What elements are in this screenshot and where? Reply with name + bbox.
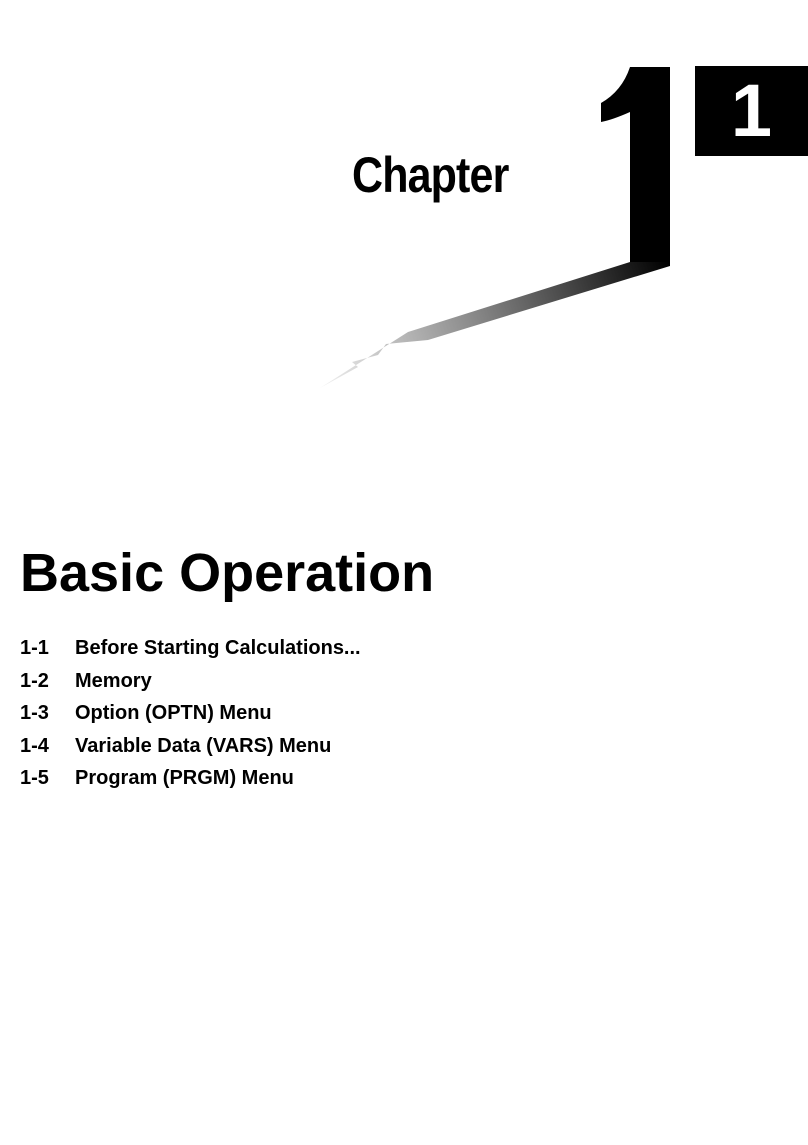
toc-item-label: Program (PRGM) Menu [75,767,294,789]
page-title: Basic Operation [20,543,435,603]
toc-item-number: 1-2 [20,669,49,692]
chapter-label: Chapter [352,147,509,203]
toc-item-number: 1-4 [20,734,49,757]
chapter-badge-number: 1 [730,69,773,152]
toc-item-label: Option (OPTN) Menu [75,702,272,724]
toc-item-number: 1-1 [20,637,49,659]
toc-item [20,701,361,734]
toc-item [20,669,361,702]
numeral-shadow [320,262,670,388]
table-of-contents [20,636,361,799]
toc-item [20,766,361,799]
big-numeral-one [601,67,670,262]
toc-item [20,734,361,767]
toc-item [20,636,361,669]
toc-item-number: 1-5 [20,767,49,789]
toc-item-label: Before Starting Calculations... [75,637,361,659]
toc-item-number: 1-3 [20,702,49,724]
chapter-number-badge [695,66,808,156]
toc-item-label: Memory [75,669,152,692]
toc-item-label: Variable Data (VARS) Menu [75,734,332,757]
